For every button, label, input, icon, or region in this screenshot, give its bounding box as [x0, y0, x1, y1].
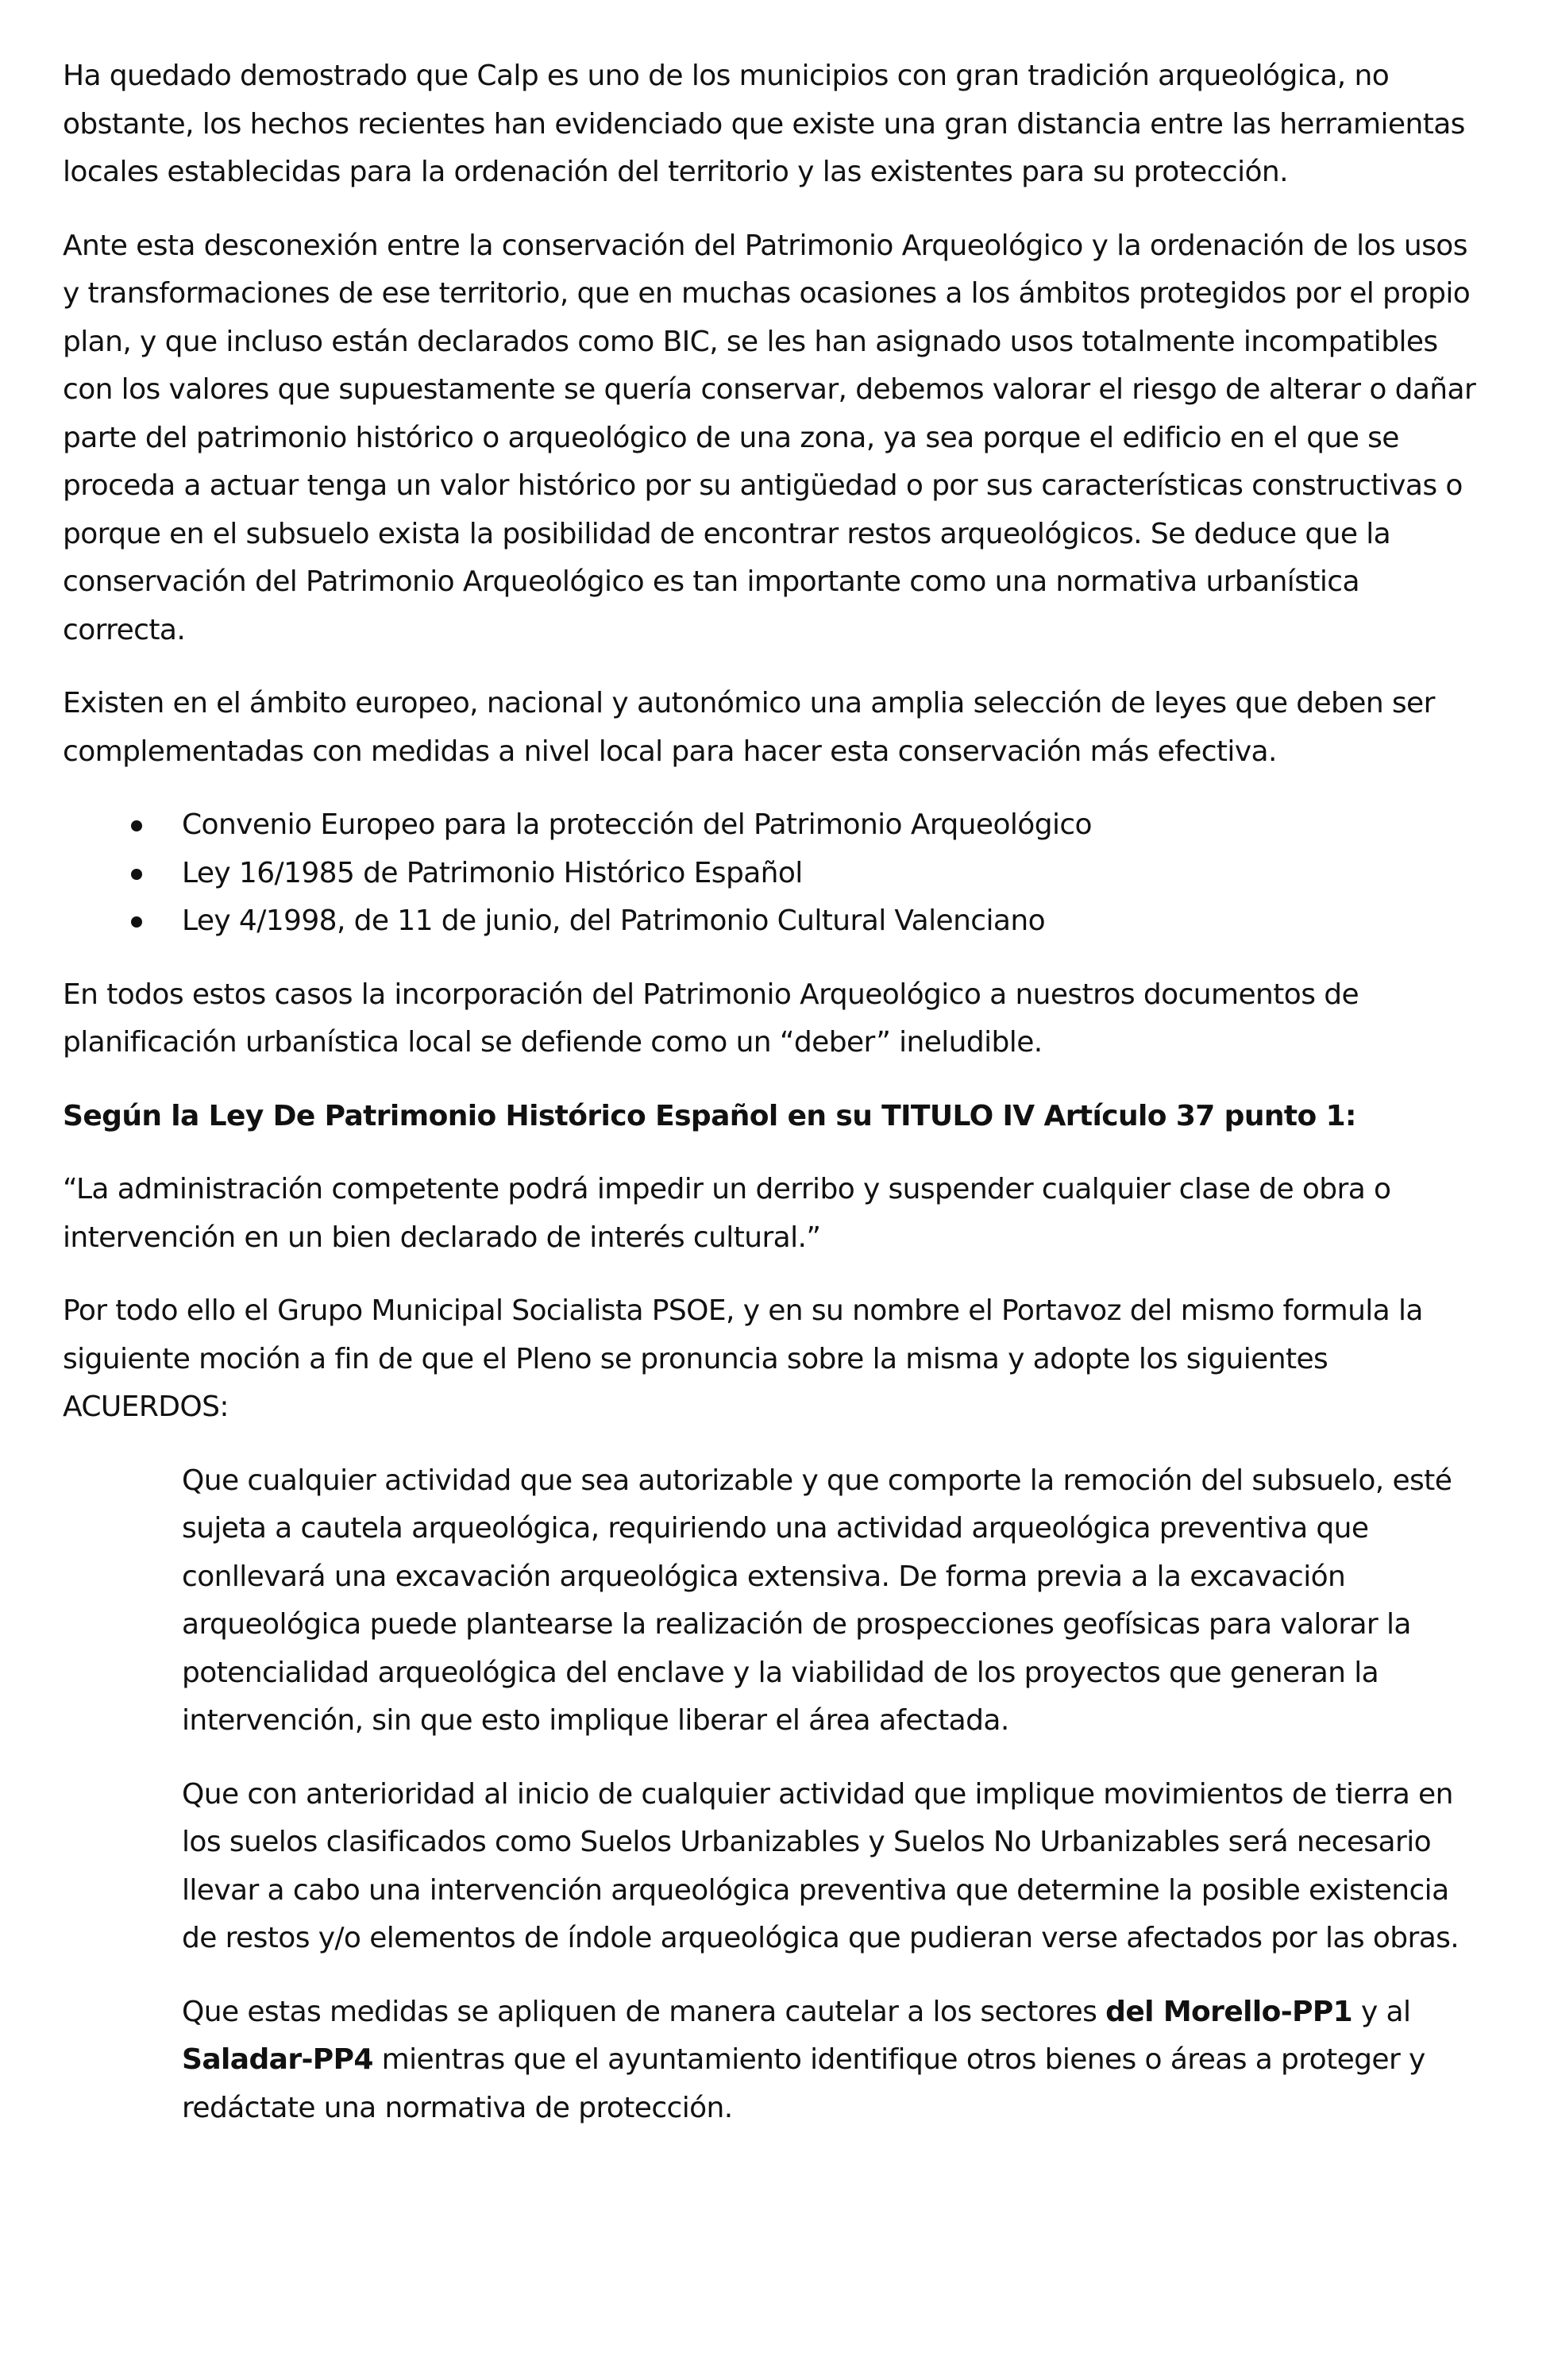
- sector-morello: del Morello-PP1: [1105, 1995, 1353, 2028]
- intro-paragraph: Ha quedado demostrado que Calp es uno de los municipios con gran tradición arqueológica, no obstante, los hechos recientes han evidenciado que existe una gran distancia entre las herramientas locales establecidas para la ordenación del territorio y las existentes para su protección.: [63, 60, 1465, 188]
- agreement-3-text-1: Que estas medidas se apliquen de manera cautelar a los sectores: [182, 1995, 1106, 2028]
- law-item-label: Ley 4/1998, de 11 de junio, del Patrimonio Cultural Valenciano: [182, 905, 1045, 937]
- list-item: [63, 897, 1476, 946]
- agreement-3-text-3: mientras que el ayuntamiento identifique otros bienes o áreas a proteger y redáctate una normativa de protección.: [182, 2043, 1425, 2124]
- document-page: [63, 52, 1476, 2158]
- bullet-icon: [131, 869, 142, 880]
- law-quote: “La administración competente podrá impedir un derribo y suspender cualquier clase de obra o intervención en un bien declarado de interés cultural.”: [63, 1173, 1391, 1254]
- agreement-2: Que con anterioridad al inicio de cualquier actividad que implique movimientos de tierra en los suelos clasificados como Suelos Urbanizables y Suelos No Urbanizables será necesario llevar a cabo una intervención arqueológica preventiva que determine la posible existencia de restos y/o elementos de índole arqueológica que pudieran verse afectados por las obras.: [182, 1777, 1460, 1954]
- motion-paragraph: Por todo ello el Grupo Municipal Socialista PSOE, y en su nombre el Portavoz del mismo formula la siguiente moción a fin de que el Pleno se pronuncia sobre la misma y adopte los siguientes ACUERDOS:: [63, 1294, 1423, 1423]
- sector-saladar: Saladar-PP4: [182, 2043, 373, 2076]
- list-item: [63, 850, 1476, 898]
- law-item-label: Convenio Europeo para la protección del Patrimonio Arqueológico: [182, 808, 1092, 841]
- bullet-icon: [131, 916, 142, 928]
- law-article-heading: Según la Ley De Patrimonio Histórico Español en su TITULO IV Artículo 37 punto 1:: [63, 1099, 1356, 1132]
- agreement-1: Que cualquier actividad que sea autorizable y que comporte la remoción del subsuelo, esté sujeta a cautela arqueológica, requiriendo una actividad arqueológica preventiva que conllevará una excavación arqueológica extensiva. De forma previa a la excavación arqueológica puede plantearse la realización de prospecciones geofísicas para valorar la potencialidad arqueológica del enclave y la viabilidad de los proyectos que generan la intervención, sin que esto implique liberar el área afectada.: [182, 1464, 1452, 1737]
- legislation-paragraph: Existen en el ámbito europeo, nacional y autonómico una amplia selección de leyes que deben ser complementadas con medidas a nivel local para hacer esta conservación más efectiva.: [63, 687, 1435, 768]
- context-paragraph: Ante esta desconexión entre la conservación del Patrimonio Arqueológico y la ordenación de los usos y transformaciones de ese territorio, que en muchas ocasiones a los ámbitos protegidos por el propio plan, y que incluso están declarados como BIC, se les han asignado usos totalmente incompatibles con los valores que supuestamente se quería conservar, debemos valorar el riesgo de alterar o dañar parte del patrimonio histórico o arqueológico de una zona, ya sea porque el edificio en el que se proceda a actuar tenga un valor histórico por su antigüedad o por sus características constructivas o porque en el subsuelo exista la posibilidad de encontrar restos arqueológicos. Se deduce que la conservación del Patrimonio Arqueológico es tan importante como una normativa urbanística correcta.: [63, 229, 1476, 646]
- laws-list: [63, 801, 1476, 946]
- list-item: [63, 801, 1476, 850]
- law-item-label: Ley 16/1985 de Patrimonio Histórico Español: [182, 856, 803, 889]
- duty-paragraph: En todos estos casos la incorporación del Patrimonio Arqueológico a nuestros documentos de planificación urbanística local se defiende como un “deber” ineludible.: [63, 978, 1359, 1059]
- bullet-icon: [131, 820, 142, 831]
- agreement-3-text-2: y al: [1352, 1995, 1411, 2028]
- agreement-3: [63, 1988, 1476, 2133]
